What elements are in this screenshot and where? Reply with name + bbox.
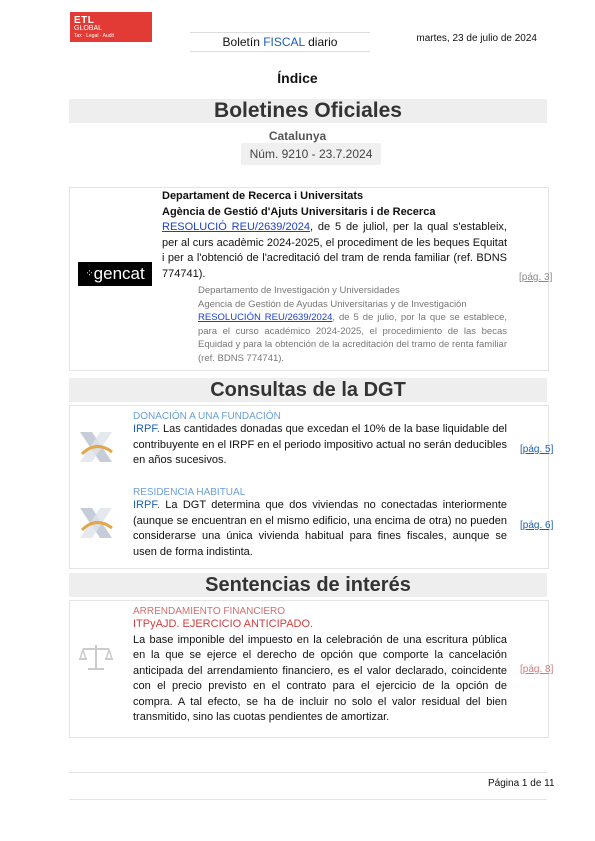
page-link-boletin[interactable]: [pág. 3] (519, 272, 553, 283)
resolution-ca: RESOLUCIÓ REU/2639/2024, de 5 de juliol, per la qual s'estableix, per al curs acadèmic 2024-2025, el procediment de les beques Equitat i per a l'obtenció de l'acreditació del tram de renda familiar (ref. BDNS 774741). (162, 221, 507, 280)
page-number: Página 1 de 11 (488, 778, 555, 789)
section-heading-sentencias: Sentencias de interés (69, 573, 547, 597)
dgt-item-1-category: DONACIÓN A UNA FUNDACIÓN (133, 411, 281, 422)
logo-tagline: Tax · Legal · Audit (74, 33, 115, 39)
index-title: Índice (277, 70, 318, 86)
es-dept-name: Departamento de Investigación y Universidades (198, 285, 400, 296)
sentencia-lead: ITPyAJD. EJERCICIO ANTICIPADO. (133, 618, 314, 630)
resolution-es: RESOLUCIÓN REU/2639/2024, de 5 de julio, por la que se establece, para el curso académico 2024-2025, el procedimiento de las becas Equidad y para la obtención de la acreditación del tramo de renta familiar (ref. BDNS 774741). (198, 312, 507, 364)
page-link-dgt-2[interactable]: [pág. 6] (520, 520, 554, 531)
sentencia-category: ARRENDAMIENTO FINANCIERO (133, 606, 286, 617)
logo-sub: GLOBAL (74, 25, 103, 32)
gencat-logo: ⁘gencat (78, 262, 152, 286)
resolution-ca-link[interactable]: RESOLUCIÓ REU/2639/2024 (162, 221, 310, 233)
sentencia-body: La base imponible del impuesto en la celebración de una escritura pública en la que se ejerce el derecho de opción que comporte la cancelación anticipada del arrendamiento financiero, es el valor declarado, coincidente con el precio previsto en el contrato para el ejercicio de la opción de compra. A tal efecto, se ha de incluir no solo el valor residual del bien transmitido, sino las cuotas pendientes de amortizar. (133, 633, 507, 723)
resolution-es-link[interactable]: RESOLUCIÓN REU/2639/2024 (198, 312, 333, 323)
boletin-es-content (198, 284, 507, 365)
dgt-item-2-category: RESIDENCIA HABITUAL (133, 487, 246, 498)
agency-name: Agència de Gestió d'Ajuts Universitaris i de Recerca (162, 205, 436, 218)
section-heading-dgt: Consultas de la DGT (69, 378, 547, 402)
bulletin-number: Núm. 9210 - 23.7.2024 (241, 143, 381, 165)
sentencia-item (133, 606, 507, 726)
aeat-logo-icon (78, 506, 116, 540)
gencat-dots-icon: ⁘ (85, 268, 94, 280)
logo-main: ETL (74, 15, 95, 26)
bulletin-title: Boletín FISCAL diario (190, 32, 370, 52)
dgt-item-1 (133, 411, 507, 469)
page-link-sentencia[interactable]: [pág. 8] (520, 664, 554, 675)
dgt-item-2 (133, 487, 507, 560)
aeat-logo-icon (78, 430, 116, 464)
dept-name: Departament de Recerca i Universitats (162, 190, 364, 202)
scales-of-justice-icon (78, 642, 114, 672)
footer-bar (69, 772, 547, 800)
bulletin-date: martes, 23 de julio de 2024 (416, 33, 537, 44)
region-label: Catalunya (268, 129, 327, 143)
section-heading-boletines: Boletines Oficiales (69, 99, 547, 123)
boletin-content (162, 189, 507, 282)
dgt-item-1-text: IRPF. Las cantidades donadas que excedan el 10% de la base liquidable del contribuyente en el IRPF en el periodo impositivo actual no serán deducibles en años sucesivos. (133, 423, 507, 466)
es-agency-name: Agencia de Gestión de Ayudas Universitarias y de Investigación (198, 298, 467, 310)
page-link-dgt-1[interactable]: [pág. 5] (520, 444, 554, 455)
dgt-item-2-text: IRPF. La DGT determina que dos viviendas no conectadas interiormente (aunque se encuentran en el mismo edificio, una encima de otra) no pueden considerarse una única vivienda habitual para fines fiscales, aunque se usen de forma indistinta. (133, 499, 507, 558)
etl-logo (70, 12, 150, 42)
